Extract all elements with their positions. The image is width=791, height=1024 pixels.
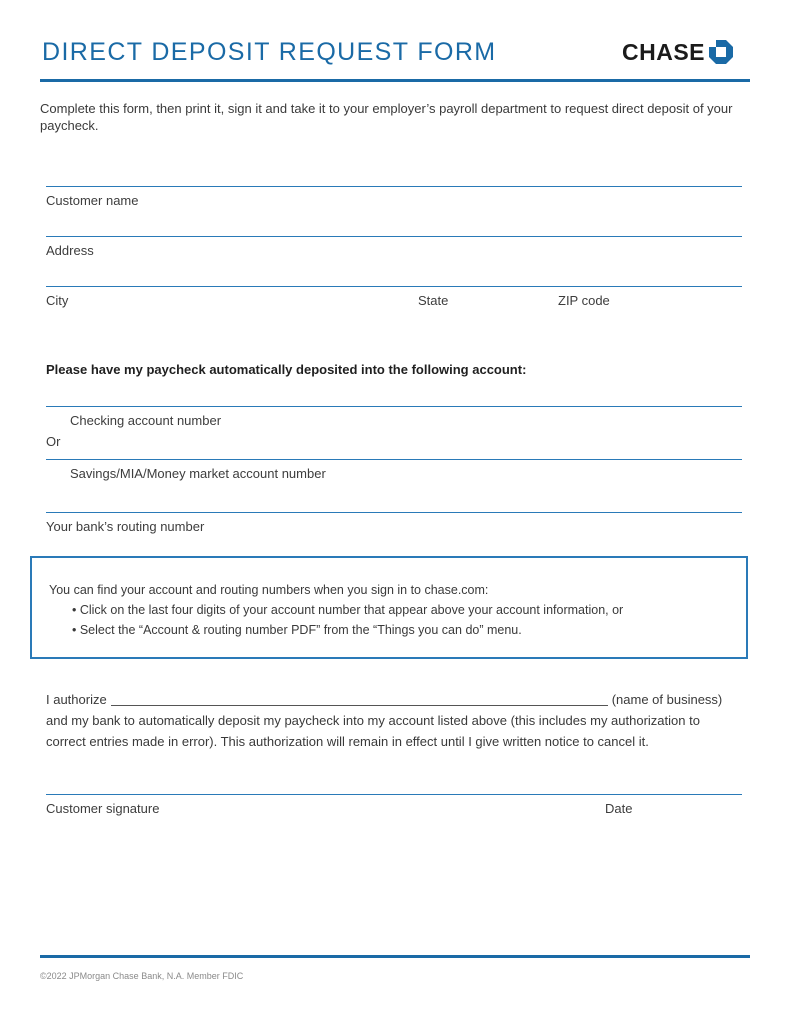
intro-text: Complete this form, then print it, sign it and take it to your employer’s payroll department to request direct deposit of your paycheck. bbox=[40, 101, 733, 133]
checking-account-label: Checking account number bbox=[70, 413, 222, 428]
authorization-line: and my bank to automatically deposit my paycheck into my account listed above (this includes my authorization to bbox=[46, 713, 700, 728]
footer-text: ©2022 JPMorgan Chase Bank, N.A. Member FDIC bbox=[40, 971, 244, 981]
customer-signature-label: Customer signature bbox=[46, 801, 160, 816]
business-name-field[interactable] bbox=[111, 689, 608, 706]
routing-number-label: Your bank’s routing number bbox=[46, 519, 205, 534]
info-box-lead: You can find your account and routing numbers when you sign in to chase.com: bbox=[49, 583, 489, 597]
authorize-suffix: (name of business) bbox=[611, 692, 723, 707]
city-label: City bbox=[46, 293, 69, 308]
info-bullet: • Click on the last four digits of your account number that appear above your account information, or bbox=[72, 603, 624, 617]
account-heading: Please have my paycheck automatically deposited into the following account: bbox=[46, 362, 527, 377]
header-rule bbox=[40, 79, 750, 82]
address-field[interactable] bbox=[46, 236, 742, 237]
customer-name-field[interactable] bbox=[46, 186, 742, 187]
checking-account-field[interactable] bbox=[46, 406, 742, 407]
savings-account-label: Savings/MIA/Money market account number bbox=[70, 466, 326, 481]
footer-rule bbox=[40, 955, 750, 958]
routing-number-field[interactable] bbox=[46, 512, 742, 513]
signature-field[interactable] bbox=[46, 794, 742, 795]
logo-text: CHASE bbox=[622, 39, 706, 65]
date-label: Date bbox=[605, 801, 633, 816]
authorize-prefix: I authorize bbox=[46, 692, 107, 707]
chase-octagon-icon bbox=[709, 40, 733, 64]
authorization-line: correct entries made in error). This authorization will remain in effect until I give written notice to cancel it. bbox=[46, 734, 649, 749]
info-bullet: • Select the “Account & routing number PDF” from the “Things you can do” menu. bbox=[72, 623, 522, 637]
info-box bbox=[30, 556, 748, 659]
chase-logo bbox=[622, 39, 733, 65]
or-label: Or bbox=[46, 434, 61, 449]
address-label: Address bbox=[46, 243, 94, 258]
zip-label: ZIP code bbox=[558, 293, 610, 308]
page-title: DIRECT DEPOSIT REQUEST FORM bbox=[42, 38, 497, 66]
savings-account-field[interactable] bbox=[46, 459, 742, 460]
customer-name-label: Customer name bbox=[46, 193, 139, 208]
state-label: State bbox=[418, 293, 449, 308]
city-state-zip-field[interactable] bbox=[46, 286, 742, 287]
authorization-text bbox=[46, 689, 746, 752]
